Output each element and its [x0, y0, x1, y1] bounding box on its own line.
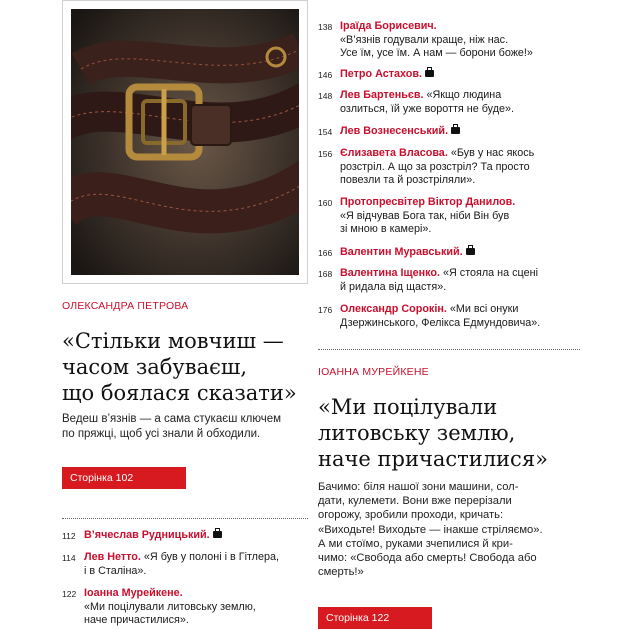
right-divider — [318, 349, 580, 350]
right-lead-line: «Виходьте! Виходьте — інакше стріляємо». — [318, 523, 543, 536]
entry-quote: «Я стояла на сцені — [440, 267, 538, 279]
entry-quote: «Був у нас якось — [447, 147, 535, 159]
right-quote-line: литовську землю, — [318, 421, 516, 445]
right-quote-title — [318, 394, 580, 472]
entry-quote-line: і в Сталіна». — [84, 564, 147, 577]
entry-name: Єлизавета Власова. — [340, 147, 448, 159]
left-lead-line: Ведеш в’язнів — а сама стукаєш ключем — [62, 413, 282, 425]
left-entry-122[interactable] — [62, 587, 312, 627]
entry-page-number: 122 — [62, 589, 77, 599]
entry-name: Лев Бартеньєв. — [340, 89, 424, 101]
left-quote-line: що боялася сказати» — [62, 381, 297, 405]
entry-name: В’ячеслав Рудницький. — [84, 529, 210, 541]
left-lead — [62, 412, 312, 442]
left-page-badge[interactable]: Сторінка 102 — [62, 467, 186, 489]
entry-quote-line: й ридала від щастя». — [340, 280, 447, 293]
briefcase-icon — [451, 127, 460, 134]
entry-name: Валентина Іщенко. — [340, 267, 440, 279]
right-lead-line: смерть!» — [318, 566, 364, 579]
right-entry-168[interactable] — [318, 267, 580, 295]
entry-name: Лев Вознесенський. — [340, 125, 449, 137]
entry-quote-line: розстріл. А що за розстріл? Та просто — [340, 160, 530, 173]
entry-name: Протопресвітер Віктор Данилов. — [340, 196, 516, 208]
right-quote-line: «Ми поцілували — [318, 395, 498, 419]
left-quote-line: «Стільки мовчиш — — [62, 329, 284, 353]
entry-quote-line: Усе їм, усе їм. А нам — борони боже!» — [340, 47, 533, 59]
entry-page-number: 114 — [62, 553, 76, 563]
entry-name: Валентин Муравський. — [340, 246, 463, 258]
entry-quote-line: «Ми поцілували литовську землю, — [84, 600, 256, 613]
right-entry-146[interactable] — [318, 68, 580, 82]
left-entry-112[interactable] — [62, 529, 312, 543]
right-entry-156[interactable] — [318, 147, 580, 189]
right-lead-line: А ми стоїмо, руками зчепилися й кри- — [318, 537, 513, 550]
entry-page-number: 176 — [318, 305, 333, 315]
entry-quote-line: повезли та й розстріляли». — [340, 174, 476, 186]
entry-page-number: 156 — [318, 149, 333, 159]
entry-quote-line: наче причастилися». — [84, 614, 189, 626]
right-entry-154[interactable] — [318, 125, 580, 139]
entry-quote-line: «В’язнів годували краще, ніж нас. — [340, 33, 509, 46]
photo-frame — [62, 0, 308, 284]
briefcase-icon — [213, 531, 222, 538]
right-lead-line: дати, кулемети. Вони вже перерізали — [318, 495, 512, 508]
right-entry-176[interactable] — [318, 303, 580, 331]
entry-page-number: 154 — [318, 127, 333, 137]
right-entry-138[interactable] — [318, 20, 580, 60]
entry-name: Олександр Сорокін. — [340, 303, 447, 315]
right-lead-line: чимо: «Свобода або смерть! Свобода або — [318, 552, 537, 565]
entry-quote-line: зі мною в камері». — [340, 223, 432, 235]
right-entry-148[interactable] — [318, 89, 580, 117]
left-author-name: ОЛЕКСАНДРА ПЕТРОВА — [62, 300, 189, 312]
entry-quote: «Ми всі онуки — [446, 303, 519, 315]
right-lead-line: огорожу, зробили проходи, кричать: — [318, 509, 504, 522]
right-lead — [318, 480, 580, 579]
entry-quote-line: озлиться, їй уже вороття не буде». — [340, 102, 515, 115]
entry-name: Петро Астахов. — [340, 68, 423, 80]
belt-icon — [71, 9, 299, 275]
entry-page-number: 168 — [318, 269, 333, 279]
entry-name: Іраїда Борисевич. — [340, 20, 437, 32]
left-lead-line: по пряжці, щоб усі знали й обходили. — [62, 428, 261, 440]
right-lead-line: Бачимо: біля нашої зони машини, сол- — [318, 481, 519, 493]
briefcase-icon — [466, 248, 475, 255]
right-entry-166[interactable] — [318, 246, 580, 260]
right-quote-line: наче причастилися» — [318, 447, 548, 471]
entry-quote: «Я був у полоні і в Гітлера, — [140, 551, 279, 563]
entry-page-number: 160 — [318, 198, 333, 208]
entry-page-number: 146 — [318, 70, 333, 80]
briefcase-icon — [425, 70, 434, 77]
left-quote-line: часом забуваєш, — [62, 355, 248, 379]
right-entry-160[interactable] — [318, 196, 580, 238]
entry-page-number: 112 — [62, 531, 76, 541]
entry-name: Лев Нетто. — [84, 551, 141, 563]
entry-page-number: 138 — [318, 22, 333, 32]
left-quote-title — [62, 328, 312, 406]
right-page-badge[interactable]: Сторінка 122 — [318, 607, 432, 629]
belt-photo — [71, 9, 299, 275]
entry-quote-line: Дзержинського, Фелікса Едмундовича». — [340, 316, 541, 329]
left-entry-114[interactable] — [62, 551, 312, 579]
entry-name: Іоанна Мурейкене. — [84, 587, 183, 599]
entry-page-number: 166 — [318, 248, 333, 258]
entry-quote: «Якщо людина — [423, 89, 502, 101]
right-author-name: ІОАННА МУРЕЙКЕНЕ — [318, 366, 429, 378]
entry-quote-line: «Я відчував Бога так, ніби Він був — [340, 209, 510, 222]
entry-page-number: 148 — [318, 91, 333, 101]
left-divider — [62, 518, 308, 519]
